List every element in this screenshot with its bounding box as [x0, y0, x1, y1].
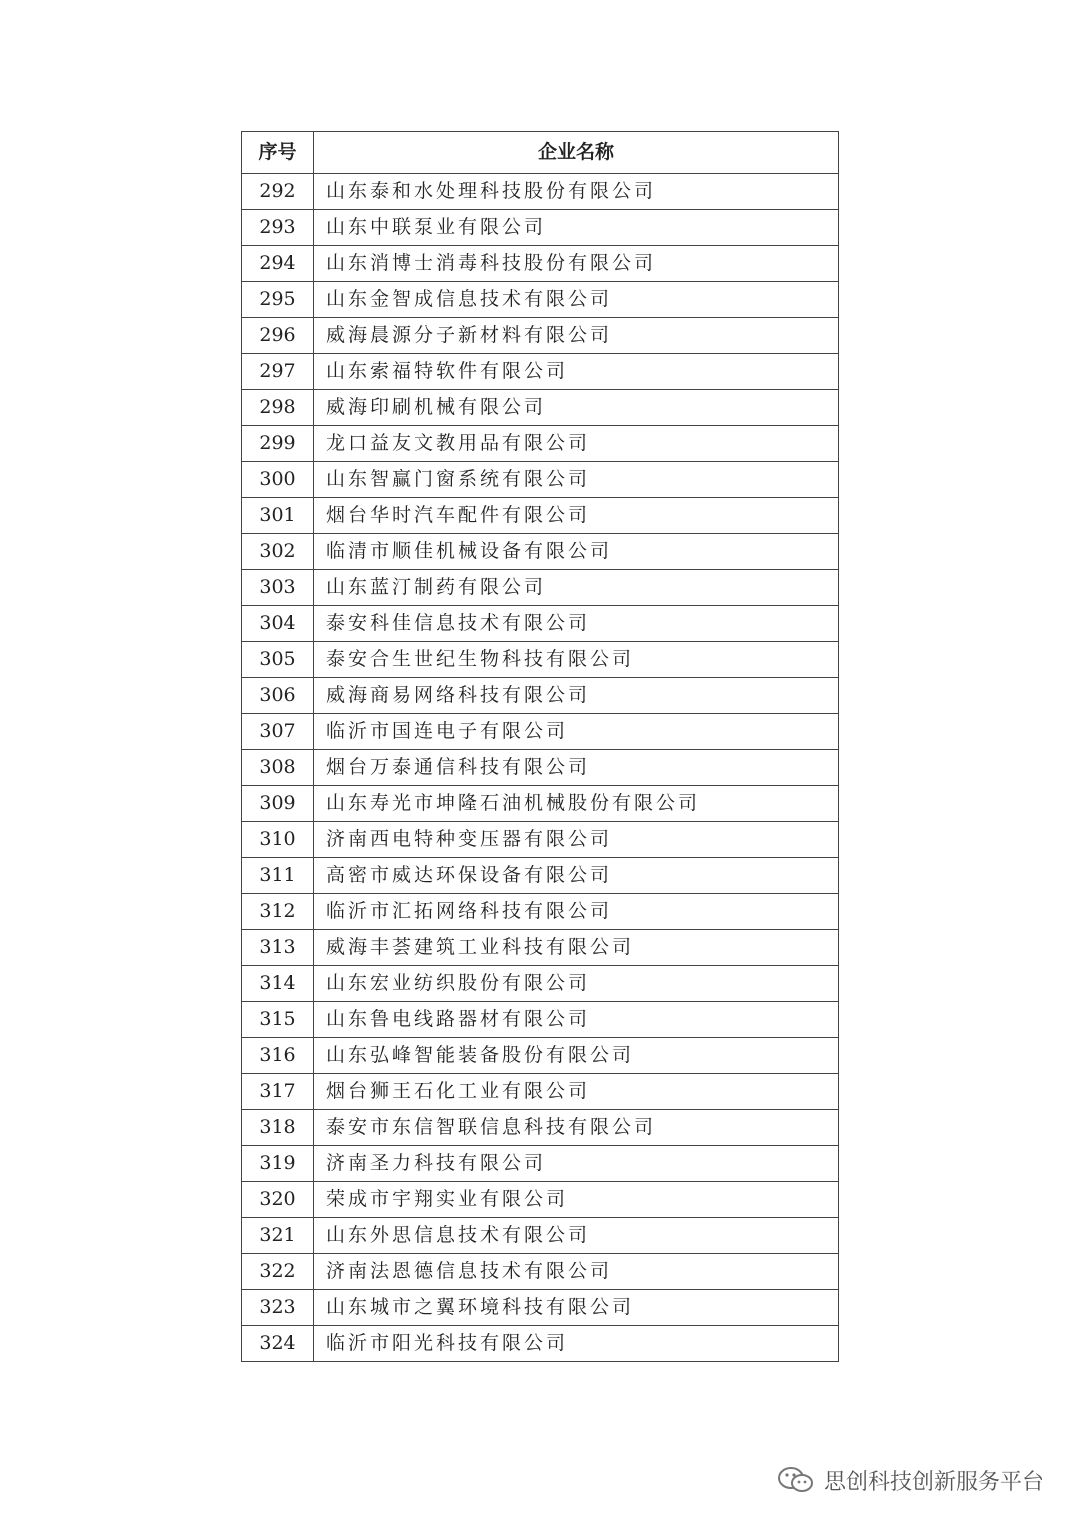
company-name: 山东外思信息技术有限公司 — [314, 1218, 839, 1254]
table-row — [242, 1290, 839, 1326]
row-number: 324 — [242, 1326, 314, 1362]
row-number: 293 — [242, 210, 314, 246]
company-name: 山东寿光市坤隆石油机械股份有限公司 — [314, 786, 839, 822]
row-number: 310 — [242, 822, 314, 858]
table-row — [242, 1110, 839, 1146]
row-number: 299 — [242, 426, 314, 462]
table-row — [242, 534, 839, 570]
company-name: 荣成市宇翔实业有限公司 — [314, 1182, 839, 1218]
table-row — [242, 246, 839, 282]
table-row — [242, 1038, 839, 1074]
company-name: 泰安科佳信息技术有限公司 — [314, 606, 839, 642]
table-row — [242, 786, 839, 822]
watermark — [776, 1462, 1044, 1498]
table-row — [242, 606, 839, 642]
company-name: 威海印刷机械有限公司 — [314, 390, 839, 426]
row-number: 301 — [242, 498, 314, 534]
company-name: 山东金智成信息技术有限公司 — [314, 282, 839, 318]
row-number: 306 — [242, 678, 314, 714]
table-row — [242, 1002, 839, 1038]
table-row — [242, 210, 839, 246]
row-number: 292 — [242, 174, 314, 210]
table-row — [242, 282, 839, 318]
row-number: 315 — [242, 1002, 314, 1038]
row-number: 318 — [242, 1110, 314, 1146]
table-row — [242, 570, 839, 606]
company-name: 烟台狮王石化工业有限公司 — [314, 1074, 839, 1110]
table-row — [242, 498, 839, 534]
row-number: 295 — [242, 282, 314, 318]
table-row — [242, 642, 839, 678]
company-name: 山东弘峰智能装备股份有限公司 — [314, 1038, 839, 1074]
table-row — [242, 426, 839, 462]
table-row — [242, 750, 839, 786]
watermark-text: 思创科技创新服务平台 — [823, 1469, 1044, 1495]
table-row — [242, 1182, 839, 1218]
table-header-row — [242, 132, 839, 174]
table-row — [242, 1218, 839, 1254]
row-number: 314 — [242, 966, 314, 1002]
company-name: 山东鲁电线路器材有限公司 — [314, 1002, 839, 1038]
row-number: 317 — [242, 1074, 314, 1110]
row-number: 308 — [242, 750, 314, 786]
company-name: 临沂市阳光科技有限公司 — [314, 1326, 839, 1362]
table-row — [242, 930, 839, 966]
row-number: 302 — [242, 534, 314, 570]
company-name: 临清市顺佳机械设备有限公司 — [314, 534, 839, 570]
row-number: 305 — [242, 642, 314, 678]
company-name: 济南圣力科技有限公司 — [314, 1146, 839, 1182]
row-number: 316 — [242, 1038, 314, 1074]
company-name: 烟台万泰通信科技有限公司 — [314, 750, 839, 786]
row-number: 303 — [242, 570, 314, 606]
table-row — [242, 318, 839, 354]
company-name: 临沂市国连电子有限公司 — [314, 714, 839, 750]
table-row — [242, 462, 839, 498]
row-number: 309 — [242, 786, 314, 822]
row-number: 319 — [242, 1146, 314, 1182]
company-name: 山东索福特软件有限公司 — [314, 354, 839, 390]
row-number: 323 — [242, 1290, 314, 1326]
table-row — [242, 894, 839, 930]
header-name: 企业名称 — [314, 132, 839, 174]
table-row — [242, 714, 839, 750]
row-number: 296 — [242, 318, 314, 354]
row-number: 300 — [242, 462, 314, 498]
table-row — [242, 1326, 839, 1362]
table-row — [242, 1074, 839, 1110]
company-name: 临沂市汇拓网络科技有限公司 — [314, 894, 839, 930]
company-table — [241, 131, 839, 1362]
row-number: 313 — [242, 930, 314, 966]
row-number: 311 — [242, 858, 314, 894]
company-name: 高密市威达环保设备有限公司 — [314, 858, 839, 894]
row-number: 307 — [242, 714, 314, 750]
wechat-icon — [776, 1465, 816, 1495]
company-name: 威海商易网络科技有限公司 — [314, 678, 839, 714]
company-name: 山东中联泵业有限公司 — [314, 210, 839, 246]
table-row — [242, 390, 839, 426]
company-name: 山东蓝汀制药有限公司 — [314, 570, 839, 606]
table-row — [242, 174, 839, 210]
table-row — [242, 1254, 839, 1290]
row-number: 294 — [242, 246, 314, 282]
company-name: 山东智赢门窗系统有限公司 — [314, 462, 839, 498]
row-number: 298 — [242, 390, 314, 426]
table-row — [242, 354, 839, 390]
company-name: 山东泰和水处理科技股份有限公司 — [314, 174, 839, 210]
row-number: 304 — [242, 606, 314, 642]
row-number: 312 — [242, 894, 314, 930]
row-number: 297 — [242, 354, 314, 390]
company-name: 烟台华时汽车配件有限公司 — [314, 498, 839, 534]
company-name: 泰安合生世纪生物科技有限公司 — [314, 642, 839, 678]
table-row — [242, 858, 839, 894]
table-row — [242, 678, 839, 714]
company-name: 山东城市之翼环境科技有限公司 — [314, 1290, 839, 1326]
row-number: 321 — [242, 1218, 314, 1254]
header-no: 序号 — [242, 132, 314, 174]
company-name: 威海晨源分子新材料有限公司 — [314, 318, 839, 354]
row-number: 320 — [242, 1182, 314, 1218]
table-row — [242, 966, 839, 1002]
row-number: 322 — [242, 1254, 314, 1290]
company-name: 龙口益友文教用品有限公司 — [314, 426, 839, 462]
table-row — [242, 822, 839, 858]
company-name: 威海丰荟建筑工业科技有限公司 — [314, 930, 839, 966]
company-name: 泰安市东信智联信息科技有限公司 — [314, 1110, 839, 1146]
company-name: 济南西电特种变压器有限公司 — [314, 822, 839, 858]
company-name: 山东消博士消毒科技股份有限公司 — [314, 246, 839, 282]
company-name: 济南法恩德信息技术有限公司 — [314, 1254, 839, 1290]
company-name: 山东宏业纺织股份有限公司 — [314, 966, 839, 1002]
table-row — [242, 1146, 839, 1182]
